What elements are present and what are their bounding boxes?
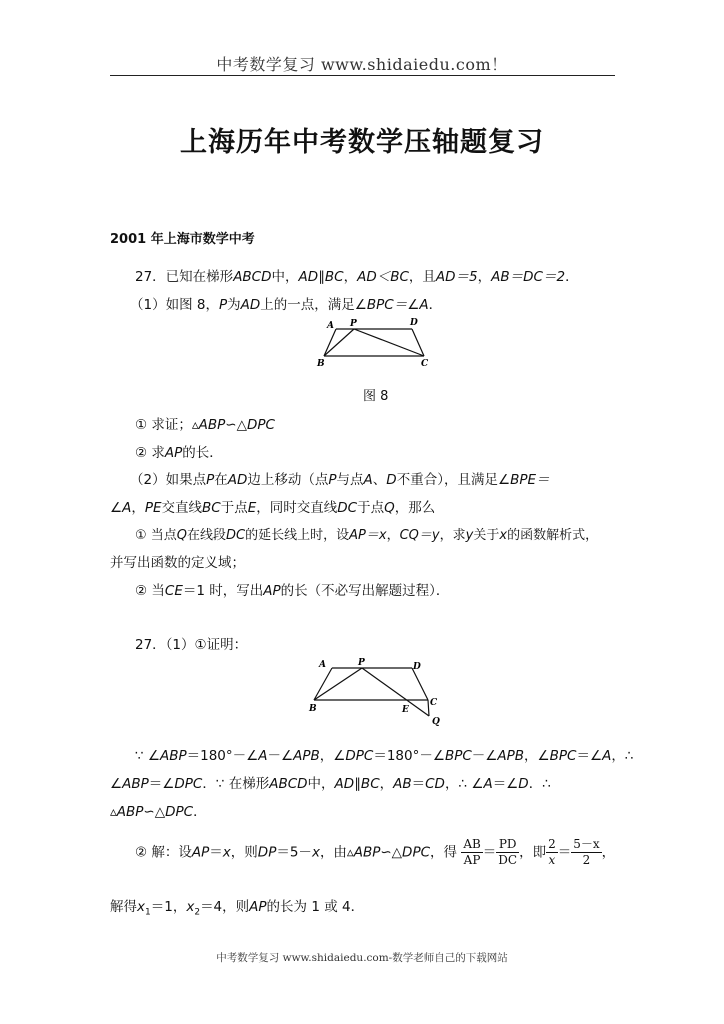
- problem-line-6: ∠A，PE交直线BC于点E，同时交直线DC于点Q，那么: [110, 500, 436, 516]
- problem-line-7: ① 当点Q在线段DC的延长线上时，设AP＝x，CQ＝y，求y关于x的函数解析式，: [135, 528, 599, 543]
- solution-line-3: ∠ABP＝∠DPC．∵ 在梯形ABCD中，AD∥BC，AB＝CD，∴ ∠A＝∠D．∴: [110, 776, 551, 792]
- solution-line-5: ② 解：设AP＝x，则DP＝5－x，由▵ABP∽△DPC，得 $\frac{AB}{AP}$ ＝ $\frac{PD}{DC}$ ，即 $\frac{2}{x}$ ＝ $\frac{5-x}{2}$ ，: [135, 837, 616, 867]
- fig8-label-p: P: [350, 319, 357, 329]
- fig8-label-d: D: [410, 318, 418, 328]
- page-title: 上海历年中考数学压轴题复习: [180, 127, 544, 158]
- solution-figure-trapezoid: [302, 655, 450, 727]
- header-rule: [110, 75, 615, 76]
- figure-8-trapezoid: [310, 316, 435, 372]
- fig2-label-e: E: [402, 705, 409, 715]
- fig2-label-c: C: [430, 698, 438, 708]
- problem-line-1: 27．已知在梯形ABCD中，AD∥BC，AD＜BC，且AD＝5，AB＝DC＝2．: [135, 269, 579, 285]
- fig2-label-q: Q: [432, 717, 440, 727]
- fraction-5minusx-2: $\frac{5-x}{2}$: [573, 837, 600, 867]
- fig2-label-d: D: [413, 662, 421, 672]
- problem-line-3: ① 求证；▵ABP∽△DPC: [135, 417, 275, 433]
- fraction-2-x: $\frac{2}{x}$: [548, 837, 556, 867]
- fig8-label-c: C: [421, 359, 429, 369]
- problem-line-4: ② 求AP的长．: [135, 445, 223, 461]
- page-footer: 中考数学复习 www.shidaiedu.com-数学老师自己的下载网站: [216, 952, 508, 964]
- fraction-pd-dc: $\frac{PD}{DC}$: [498, 837, 518, 867]
- fig8-label-a: A: [327, 321, 334, 331]
- solution-line-1: 27．（1）①证明：: [135, 637, 248, 653]
- page-header: 中考数学复习 www.shidaiedu.com！: [216, 55, 508, 74]
- fig2-label-p: P: [358, 658, 365, 668]
- fig2-label-b: B: [309, 704, 317, 714]
- problem-line-2: （1）如图 8，P为AD上的一点，满足∠BPC＝∠A．: [130, 297, 443, 313]
- solution-line-4: ▵ABP∽△DPC．: [110, 804, 207, 820]
- figure-8-caption: 图 8: [363, 389, 389, 404]
- fig2-label-a: A: [319, 660, 326, 670]
- solution-line-6: 解得$x_1=1$，$x_2=4$，则AP的长为 1 或 4．: [110, 899, 365, 918]
- problem-line-9: ② 当CE＝1 时，写出AP的长（不必写出解题过程）．: [135, 583, 450, 599]
- section-heading: 2001 年上海市数学中考: [110, 232, 255, 247]
- fig8-label-b: B: [317, 359, 325, 369]
- problem-line-8: 并写出函数的定义域；: [110, 555, 245, 571]
- solution-line-2: ∵ ∠ABP＝180°－∠A－∠APB，∠DPC＝180°－∠BPC－∠APB，∠BPC＝∠A，∴: [135, 748, 634, 764]
- fraction-ab-ap: $\frac{AB}{AP}$: [463, 837, 481, 867]
- problem-line-5: （2）如果点P在AD边上移动（点P与点A、D不重合），且满足∠BPE＝: [130, 472, 550, 488]
